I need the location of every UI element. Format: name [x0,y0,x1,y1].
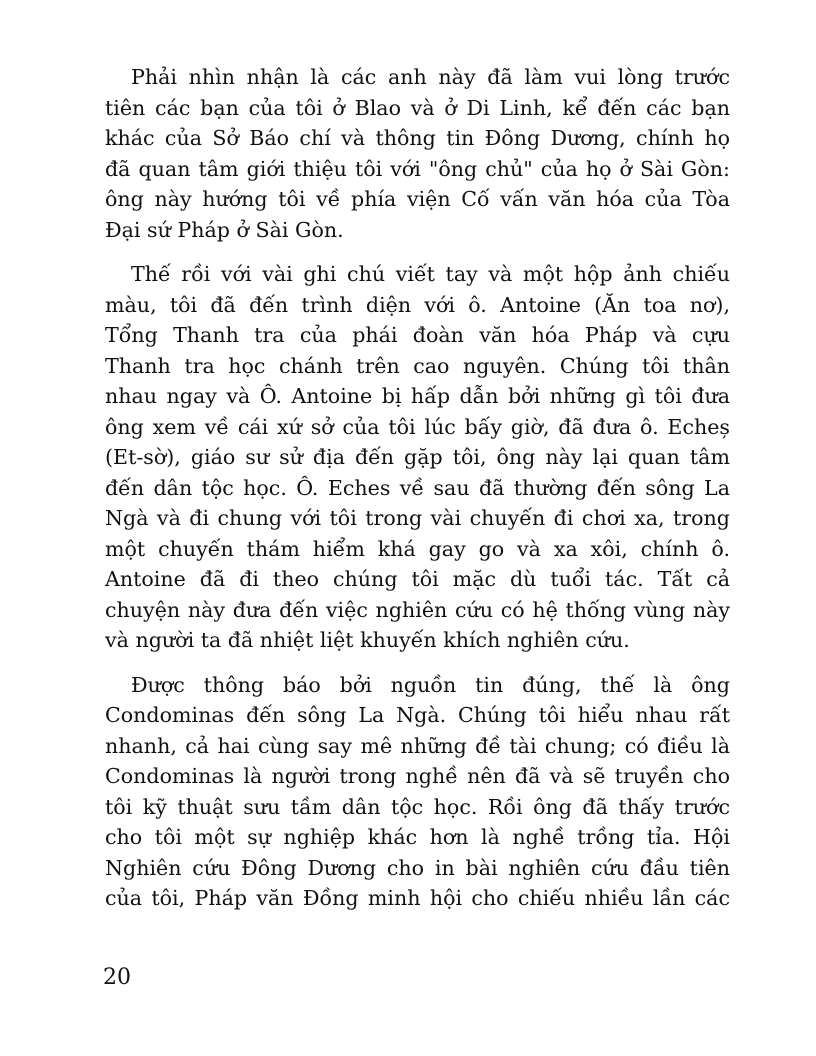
text-line: Được thông báo bởi nguồn tin đúng, thế là ông [131,672,730,697]
text-line: Condominas đến sông La Ngà. Chúng tôi hiểu nhau rất [105,703,730,727]
text-line: cho tôi một sự nghiệp khác hơn là nghề trồng tỉa. Hội [105,825,730,849]
text-line: và người ta đã nhiệt liệt khuyến khích nghiên cứu. [105,628,630,652]
text-line: (Et-sờ), giáo sư sử địa đến gặp tôi, ông này lại quan tâm [105,445,730,469]
text-line: ông này hướng tôi về phía viện Cố vấn văn hóa của Tòa [105,187,730,211]
page-body [105,62,730,928]
text-line: Condominas là người trong nghề nên đã và sẽ truyền cho [105,764,730,788]
text-line: nhanh, cả hai cùng say mê những đề tài chung; có điều là [105,733,730,758]
text-line: của tôi, Pháp văn Đồng minh hội cho chiếu nhiều lần các [105,886,730,910]
paragraph [105,62,730,245]
text-line: đến dân tộc học. Ô. Eches về sau đã thường đến sông La [105,475,730,500]
text-line: Thanh tra học chánh trên cao nguyên. Chúng tôi thân [105,353,730,378]
page-number: 20 [103,965,131,990]
text-line: nhau ngay và Ô. Antoine bị hấp dẫn bởi những gì tôi đưa [105,384,730,408]
text-line: đã quan tâm giới thiệu tôi với "ông chủ" của họ ở Sài Gòn: [105,156,730,181]
text-line: Đại sứ Pháp ở Sài Gòn. [105,217,344,242]
text-line: chuyện này đưa đến việc nghiên cứu có hệ thống vùng này [105,597,730,622]
paragraph [105,259,730,656]
text-line: tôi kỹ thuật sưu tầm dân tộc học. Rồi ông đã thấy trước [105,794,730,819]
text-line: Tổng Thanh tra của phái đoàn văn hóa Pháp và cựu [105,323,730,347]
paragraph [105,670,730,914]
text-line: Ngà và đi chung với tôi trong vài chuyến đi chơi xa, trong [105,506,730,530]
text-line: một chuyến thám hiểm khá gay go và xa xôi, chính ô. [105,536,730,561]
text-line: Thế rồi với vài ghi chú viết tay và một hộp ảnh chiếu [131,262,730,286]
text-line: tiên các bạn của tôi ở Blao và ở Di Linh, kể đến các bạn [105,95,730,120]
text-line: khác của Sở Báo chí và thông tin Đông Dương, chính họ [105,126,730,150]
text-line: Phải nhìn nhận là các anh này đã làm vui lòng trước [131,65,730,89]
text-line: ông xem về cái xứ sở của tôi lúc bấy giờ, đã đưa ô. Echeș [105,414,730,439]
text-line: Antoine đã đi theo chúng tôi mặc dù tuổi tác. Tất cả [105,567,730,591]
text-line: màu, tôi đã đến trình diện với ô. Antoine (Ăn toa nơ), [105,292,730,317]
text-line: Nghiên cứu Đông Dương cho in bài nghiên cứu đầu tiên [105,855,730,880]
